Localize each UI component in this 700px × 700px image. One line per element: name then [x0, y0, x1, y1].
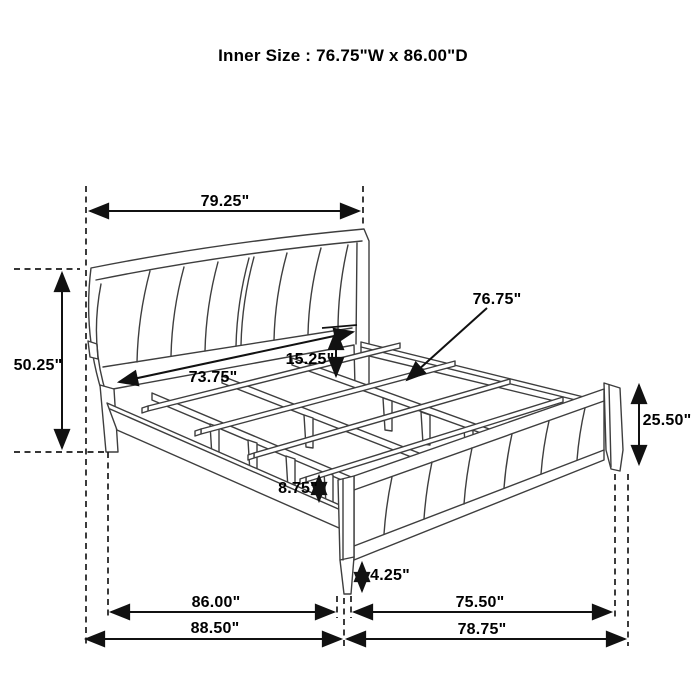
dim-label-footboard-leg-height: 4.25": [370, 567, 410, 584]
dim-label-headboard-width: 79.25": [200, 193, 250, 210]
dim-label-inner-depth: 86.00": [191, 594, 241, 611]
dim-label-overall-depth: 88.50": [190, 620, 240, 637]
footboard-left-post: [338, 476, 354, 594]
dim-label-slat-width: 76.75": [472, 291, 522, 308]
footboard: [338, 383, 623, 594]
diagram-title: Inner Size : 76.75"W x 86.00"D: [218, 46, 468, 65]
dim-label-footboard-overall-width: 78.75": [457, 621, 507, 638]
dim-label-footboard-height: 25.50": [642, 412, 692, 429]
footboard-right-post: [604, 383, 623, 471]
dim-label-support-leg-height: 8.75": [278, 480, 318, 497]
dim-label-footboard-inner-width: 75.50": [455, 594, 505, 611]
dim-label-rail-height: 15.25": [285, 351, 335, 368]
dim-label-headboard-inner-width: 73.75": [188, 369, 238, 386]
dim-label-headboard-height: 50.25": [13, 357, 63, 374]
